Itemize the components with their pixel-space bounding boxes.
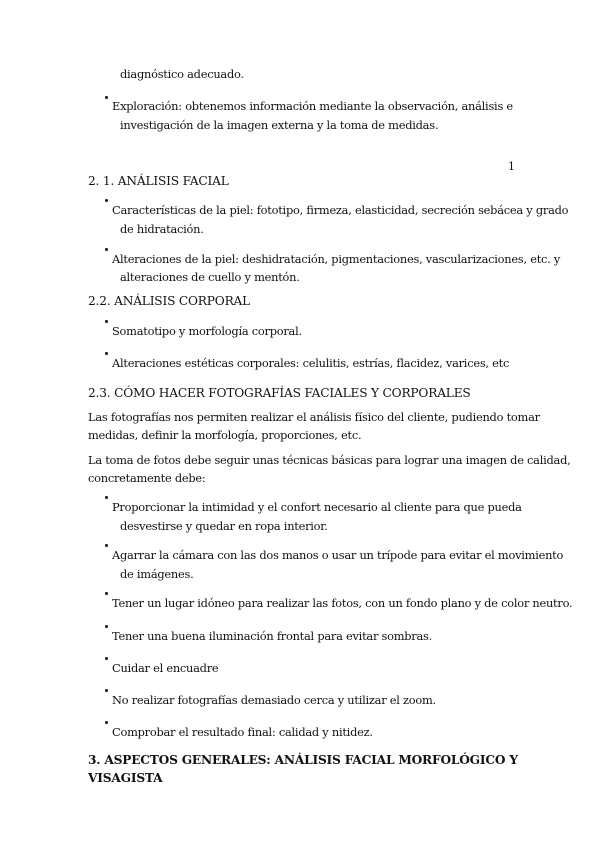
fotos-item-7: Comprobar el resultado final: calidad y nitidez. (112, 725, 373, 739)
fotos-item-6: No realizar fotografías demasiado cerca y utilizar el zoom. (112, 693, 436, 707)
fotos-item-2-line1: Agarrar la cámara con las dos manos o usar un trípode para evitar el movimiento (112, 548, 564, 562)
heading-aspectos-generales-line2: VISAGISTA (88, 771, 163, 785)
heading-analisis-facial: 2. 1. ANÁLISIS FACIAL (88, 174, 229, 188)
facial-item-2-line2: alteraciones de cuello y mentón. (120, 270, 300, 284)
fotos-item-2-line2: de imágenes. (120, 567, 194, 581)
fotos-para2-line2: concretamente debe: (88, 471, 206, 485)
bullet-icon (105, 199, 108, 202)
bullet-icon (105, 544, 108, 547)
corporal-item-1: Somatotipo y morfología corporal. (112, 324, 302, 338)
fotos-para2-line1: La toma de fotos debe seguir unas técnicas básicas para lograr una imagen de calidad, (88, 453, 571, 467)
heading-analisis-corporal: 2.2. ANÁLISIS CORPORAL (88, 294, 251, 308)
bullet-icon (105, 96, 108, 99)
fotos-item-4: Tener una buena iluminación frontal para evitar sombras. (112, 629, 433, 643)
exploracion-line2: investigación de la imagen externa y la toma de medidas. (120, 118, 439, 132)
bullet-icon (105, 320, 108, 323)
heading-fotografias: 2.3. CÓMO HACER FOTOGRAFÍAS FACIALES Y CORPORALES (88, 386, 471, 400)
page-number: 1 (508, 160, 515, 173)
fotos-item-3: Tener un lugar idóneo para realizar las fotos, con un fondo plano y de color neutro. (112, 596, 573, 610)
facial-item-2-line1: Alteraciones de la piel: deshidratación, pigmentaciones, vascularizaciones, etc. y (112, 252, 561, 266)
intro-continuation-line: diagnóstico adecuado. (120, 67, 244, 81)
exploracion-line1: Exploración: obtenemos información mediante la observación, análisis e (112, 99, 513, 113)
corporal-item-2: Alteraciones estéticas corporales: celulitis, estrías, flacidez, varices, etc (112, 356, 510, 370)
fotos-para1-line1: Las fotografías nos permiten realizar el análisis físico del cliente, pudiendo tomar (88, 410, 540, 424)
bullet-icon (105, 496, 108, 499)
facial-item-1-line1: Características de la piel: fototipo, firmeza, elasticidad, secreción sebácea y grado (112, 203, 569, 217)
bullet-icon (105, 248, 108, 251)
bullet-icon (105, 352, 108, 355)
bullet-icon (105, 657, 108, 660)
bullet-icon (105, 625, 108, 628)
heading-aspectos-generales-line1: 3. ASPECTOS GENERALES: ANÁLISIS FACIAL MORFOLÓGICO Y (88, 753, 518, 767)
facial-item-1-line2: de hidratación. (120, 222, 204, 236)
bullet-icon (105, 592, 108, 595)
bullet-icon (105, 721, 108, 724)
bullet-icon (105, 689, 108, 692)
fotos-item-1-line1: Proporcionar la intimidad y el confort necesario al cliente para que pueda (112, 500, 522, 514)
fotos-item-5: Cuidar el encuadre (112, 661, 219, 675)
fotos-item-1-line2: desvestirse y quedar en ropa interior. (120, 519, 328, 533)
fotos-para1-line2: medidas, definir la morfología, proporciones, etc. (88, 428, 362, 442)
